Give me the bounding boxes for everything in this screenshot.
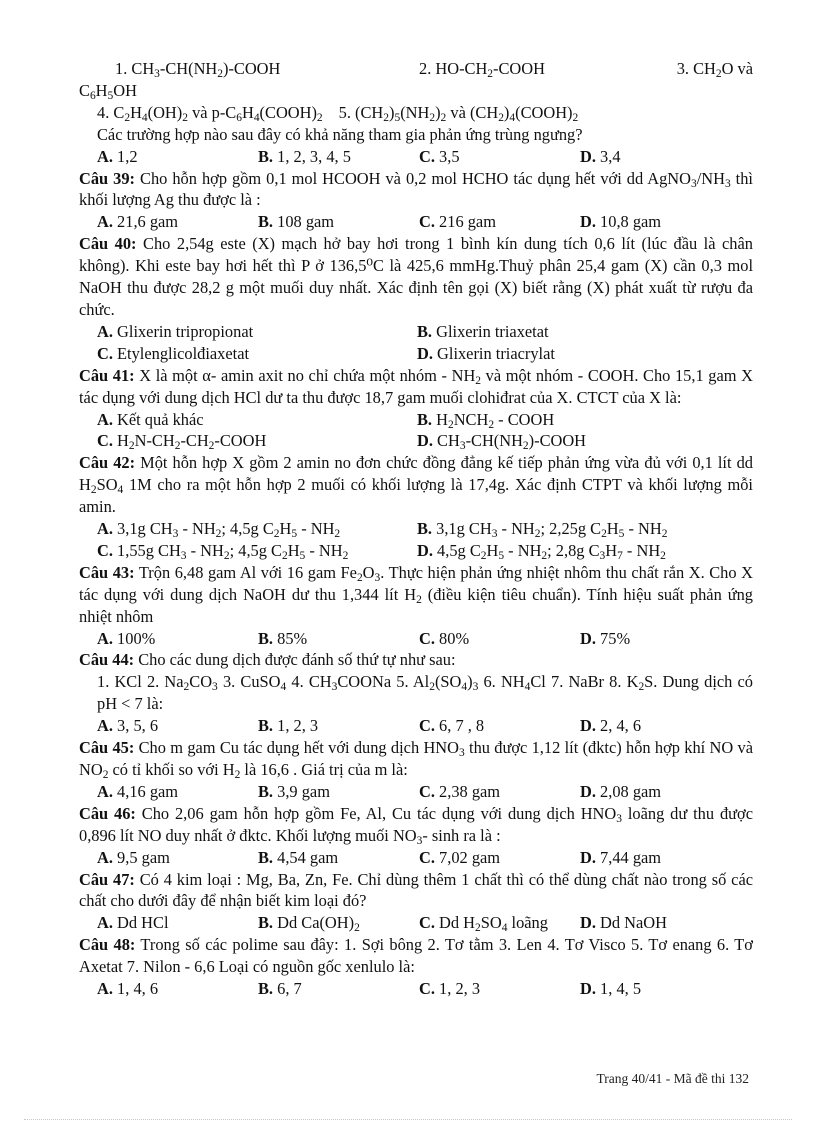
options-row [79,518,753,540]
option-text: Dd HCl [117,913,169,933]
item-3: 3. $CH_2O$ và [676,59,753,80]
option-label: B. [258,913,274,933]
question-text: Cho các dung dịch được đánh số thứ tự như sau: [138,650,456,670]
continuation-block [79,58,753,168]
options-row [79,321,753,343]
option-label: A. [97,847,113,867]
question-number: Câu 45: [79,738,135,758]
item-2: 2. $HO-CH_2$-COOH [419,59,545,80]
option-label: D. [417,343,433,363]
option-text: 3,5 [439,146,460,166]
option-label: B. [258,146,274,166]
option-label: D. [580,979,596,999]
option-label: B. [258,847,274,867]
option-text: 4,16 gam [117,781,179,801]
option-label: C. [419,146,435,166]
options-row [79,540,753,562]
option-text: 108 gam [277,212,335,232]
answer-option [580,715,753,737]
answer-option [97,912,258,934]
answer-option [258,211,419,233]
option-label: A. [97,628,113,648]
question-number: Câu 43: [79,562,135,582]
answer-option [258,978,419,1000]
answer-option [419,715,580,737]
option-text: 6, 7 , 8 [439,716,485,736]
option-label: A. [97,321,113,341]
option-text: 1,55g $CH_3 - NH_2$; 4,5g $C_2H_5 - NH_2$ [117,540,349,562]
answer-option [97,978,258,1000]
answer-option [419,628,580,650]
options-row [79,211,753,233]
option-label: A. [97,979,113,999]
option-text: Kết quả khác [117,409,204,429]
answer-option [580,211,753,233]
answer-option [417,409,753,431]
options-row [79,781,753,803]
question-number: Câu 48: [79,935,136,955]
answer-option [417,321,753,343]
options-row [79,912,753,934]
items-line-1 [79,58,753,80]
answer-option [97,409,417,431]
option-label: D. [417,431,433,451]
option-text: Dd $Ca(OH)_2$ [277,913,360,935]
question-block [79,649,753,737]
option-text: 1, 2, 3, 4, 5 [277,146,351,166]
question-text: Cho 2,06 gam hỗn hợp gồm Fe, Al, Cu tác dụng với dung dịch $HNO_3$ loãng dư thu được 0,896 lít NO duy nhất ở đktc. Khối lượng muối $NO_3-$ sinh ra là : [79,803,753,847]
options-row [79,430,753,452]
answer-option [580,628,753,650]
option-text: Glixerin triacrylat [437,343,555,363]
question-stem [79,233,753,321]
option-label: B. [258,628,274,648]
answer-option [258,912,419,934]
answer-option [97,430,417,452]
answer-option [97,781,258,803]
answer-option [417,430,753,452]
question-number: Câu 41: [79,365,135,385]
option-label: D. [580,628,596,648]
page-bottom-divider [24,1119,792,1120]
option-text: Glixerin tripropionat [117,321,254,341]
answer-option [97,321,417,343]
option-text: 85% [277,628,308,648]
options-row [79,847,753,869]
option-text: Dd NaOH [600,913,667,933]
option-text: 3,4 [600,146,621,166]
answer-option [97,518,417,540]
item-5: 5. $(CH_2)_5(NH_2)_2$ và $(CH_2)_4(COOH)_2$ [338,102,579,124]
question-number: Câu 47: [79,869,135,889]
option-label: C. [419,979,435,999]
option-text: 1, 4, 6 [117,979,159,999]
option-label: C. [97,431,113,451]
question-text: Một hỗn hợp X gồm 2 amin no đơn chức đồng đẳng kế tiếp phản ứng vừa đủ với 0,1 lít dd $H_2SO_4$ 1M cho ra một hỗn hợp 2 muối có khối lượng là 17,4g. Xác định CTPT và khối lượng mỗi amin. [79,453,753,517]
options-row [79,343,753,365]
option-text: $H_2NCH_2$ - COOH [436,409,555,431]
option-label: D. [580,847,596,867]
option-text: 4,54 gam [277,847,339,867]
option-label: B. [417,409,433,429]
answer-option [97,540,417,562]
question-block [79,168,753,234]
option-label: C. [419,847,435,867]
question-number: Câu 42: [79,453,136,473]
question-stem [79,869,753,913]
option-label: B. [417,321,433,341]
question-list [79,168,753,1000]
option-label: C. [419,212,435,232]
option-text: Dd $H_2SO_4$ loãng [439,913,548,935]
option-text: 75% [600,628,631,648]
option-label: A. [97,409,113,429]
item-1: 1. $CH_3-CH(NH_2)$-COOH [115,59,281,80]
option-label: C. [97,540,113,560]
question-sub-stem: 1. KCl 2. $Na_2CO_3$ 3. CuSO$_4$ 4. $CH_3COONa$ 5. $Al_2(SO_4)_3$ 6. $NH_4Cl$ 7. NaBr 8. $K_2S$. Dung dịch có pH < 7 là: [97,672,753,714]
option-text: 1, 4, 5 [600,979,642,999]
option-text: 21,6 gam [117,212,179,232]
answer-option [580,978,753,1000]
question-stem [79,737,753,781]
question-block [79,803,753,869]
question-text: Cho 2,54g este (X) mạch hở bay hơi trong 1 bình kín dung tích 0,6 lít (lúc đầu là chân không). Khi este bay hơi hết thì P ở 136,5⁰C là 425,6 mmHg.Thuỷ phân 25,4 gam (X) cần 0,3 mol NaOH thu được 28,2 g một muối duy nhất. Xác định tên gọi (X) biết rằng (X) phát xuất từ rượu đa chức. [79,234,753,319]
question-block [79,452,753,562]
option-text: 100% [117,628,156,648]
option-label: D. [580,212,596,232]
question-stem [79,934,753,978]
option-label: D. [580,913,596,933]
option-label: A. [97,781,113,801]
answer-option [258,628,419,650]
page-content [79,58,753,1000]
option-label: C. [419,913,435,933]
option-label: D. [580,781,596,801]
question-stem [79,168,753,212]
items-line-2 [79,102,753,124]
answer-option [97,211,258,233]
option-label: B. [258,716,274,736]
answer-option [97,628,258,650]
question-number: Câu 44: [79,650,135,670]
option-text: 7,44 gam [600,847,662,867]
option-text: $H_2N-CH_2-CH_2$-COOH [117,431,267,453]
option-text: 6, 7 [277,979,302,999]
question-block [79,737,753,803]
option-label: A. [97,913,113,933]
question-block [79,869,753,935]
question-block [79,934,753,1000]
option-text: 4,5g $C_2H_5 - NH_2$; 2,8g $C_3H_7 - NH_2$ [437,540,666,562]
answer-option [417,343,753,365]
option-text: Etylenglicolđiaxetat [117,343,250,363]
option-text: 216 gam [439,212,496,232]
option-text: 2,08 gam [600,781,662,801]
answer-option [417,518,753,540]
answer-option [580,781,753,803]
option-label: D. [580,716,596,736]
answer-option [580,912,753,934]
question-text: Trong số các polime sau đây: 1. Sợi bông 2. Tơ tằm 3. Len 4. Tơ Visco 5. Tơ enang 6. Tơ Axetat 7. Nilon - 6,6 Loại có nguồn gốc xenlulo là: [79,935,753,977]
answer-option [419,211,580,233]
option-label: A. [97,519,113,539]
continuation-options [79,146,753,168]
question-block [79,233,753,364]
question-block [79,365,753,453]
question-stem [79,803,753,847]
item-4: 4. $C_2H_4(OH)_2$ và $p-C_6H_4(COOH)_2$ [97,102,323,124]
question-text: Cho hỗn hợp gồm 0,1 mol HCOOH và 0,2 mol HCHO tác dụng hết với dd $AgNO_3/NH_3$ thì khối lượng Ag thu được là : [79,168,753,210]
option-text: 3,9 gam [277,781,330,801]
option-text: $CH_3-CH(NH_2)$-COOH [437,431,587,453]
option-text: 2,38 gam [439,781,501,801]
answer-option [97,343,417,365]
option-text: 1,2 [117,146,138,166]
answer-option [97,715,258,737]
page-footer: Trang 40/41 - Mã đề thi 132 [596,1071,749,1086]
option-text: 2, 4, 6 [600,716,642,736]
option-label: A. [97,716,113,736]
option-label: C. [97,343,113,363]
question-stem [79,452,753,518]
question-number: Câu 40: [79,234,137,254]
option-label: B. [258,781,274,801]
answer-option [258,781,419,803]
question-number: Câu 39: [79,168,136,188]
answer-option [419,912,580,934]
option-label: B. [258,212,274,232]
option-text: 1, 2, 3 [277,716,319,736]
answer-option [419,847,580,869]
question-text: Có 4 kim loại : Mg, Ba, Zn, Fe. Chỉ dùng thêm 1 chất thì có thể dùng chất nào trong số các chất cho dưới đây để nhận biết kim loại đó? [79,869,753,911]
option-text: 3, 5, 6 [117,716,159,736]
answer-option [417,540,753,562]
option-text: 9,5 gam [117,847,170,867]
question-text: Cho m gam Cu tác dụng hết với dung dịch $HNO_3$ thu được 1,12 lít (đktc) hỗn hợp khí NO và $NO_2$ có tỉ khối so với $H_2$ là 16,6 . Giá trị của m là: [79,738,753,781]
option-text: 10,8 gam [600,212,662,232]
item-3-wrap: $C_6H_5OH$ [79,80,137,102]
continuation-question: Các trường hợp nào sau đây có khả năng tham gia phản ứng trùng ngưng? [97,124,583,144]
question-number: Câu 46: [79,803,136,823]
option-text: 1, 2, 3 [439,979,481,999]
option-label: A. [97,212,113,232]
option-label: B. [417,519,433,539]
option-label: D. [417,540,433,560]
option-label: C. [419,628,435,648]
question-text: Trộn 6,48 gam Al với 16 gam $Fe_2O_3$. Thực hiện phản ứng nhiệt nhôm thu chất rắn X. Cho X tác dụng với dung dịch NaOH dư thu 1,344 lít $H_2$ (điều kiện tiêu chuẩn). Tính hiệu suất phản ứng nhiệt nhôm [79,562,753,626]
answer-option [258,847,419,869]
answer-option [97,847,258,869]
question-stem [79,365,753,409]
answer-option [419,781,580,803]
option-text: 3,1g $CH_3 - NH_2$; 2,25g $C_2H_5 - NH_2$ [436,519,668,541]
options-row [79,715,753,737]
options-row [79,409,753,431]
option-label: A. [97,146,113,166]
question-block [79,562,753,650]
answer-option [258,715,419,737]
option-text: Glixerin triaxetat [436,321,549,341]
option-label: B. [258,979,274,999]
question-stem [79,649,753,671]
question-text: X là một α- amin axit no chỉ chứa một nhóm - $NH_2$ và một nhóm - COOH. Cho 15,1 gam X tác dụng với dung dịch HCl dư ta thu được 18,7 gam muối clohiđrat của X. CTCT của X là: [79,365,753,407]
answer-option [419,978,580,1000]
answer-option [580,847,753,869]
option-text: 80% [439,628,470,648]
option-text: 7,02 gam [439,847,501,867]
options-row [79,978,753,1000]
options-row [79,628,753,650]
option-text: 3,1g $CH_3 - NH_2$; 4,5g $C_2H_5 - NH_2$ [117,519,341,541]
option-label: D. [580,146,596,166]
question-stem [79,562,753,628]
option-label: C. [419,716,435,736]
option-label: C. [419,781,435,801]
